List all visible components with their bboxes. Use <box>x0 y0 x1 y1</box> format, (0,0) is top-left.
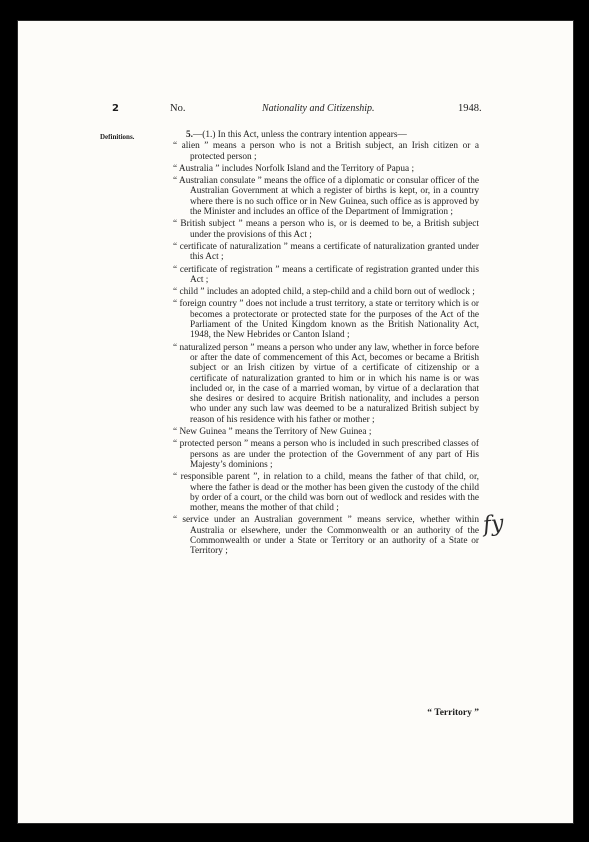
side-note: Definitions. <box>100 133 135 141</box>
running-title: Nationality and Citizenship. <box>262 103 375 114</box>
section-number: 5. <box>186 130 193 140</box>
definition-alien: “ alien ” means a person who is not a British subject, an Irish citizen or a protected person ; <box>173 141 479 162</box>
definition-australia: “ Australia ” includes Norfolk Island and the Territory of Papua ; <box>173 163 415 174</box>
year: 1948. <box>458 103 482 114</box>
definition-protected-person: “ protected person ” means a person who is included in such prescribed classes of persons as are under the protection of the Government of any part of His Majesty’s dominions ; <box>173 439 479 470</box>
definition-service: “ service under an Australian government ” means service, whether within Australia or elsewhere, under the Commonwealth or an authority of the Commonwealth or under a State or Territory or an authority of a State or Territory ; <box>173 515 479 557</box>
section-body <box>173 130 479 559</box>
definition-foreign-country: “ foreign country ” does not include a trust territory, a state or territory which is or becomes a protectorate or protected state for the purposes of the Act of the Parliament of the United Kingdom known as the British Nationality Act, 1948, the New Hebrides or Canton Island ; <box>173 299 479 341</box>
handwritten-mark: fy <box>481 510 505 539</box>
definition-australian-consulate: “ Australian consulate ” means the office of a diplomatic or consular officer of the Australian Government at which a register of births is kept, or, in a country where there is no such office or in New Guinea, such office as is approved by the Minister and includes an office of the Department of Immigration ; <box>173 176 479 218</box>
definition-british-subject: “ British subject ” means a person who is, or is deemed to be, a British subject under the provisions of this Act ; <box>173 219 479 240</box>
definition-certificate-of-naturalization: “ certificate of naturalization ” means a certificate of naturalization granted under this Act ; <box>173 241 479 263</box>
act-number-label: No. <box>170 103 186 114</box>
section-intro-text: —(1.) In this Act, unless the contrary intention appears— <box>192 130 407 140</box>
page-number: 2 <box>112 103 119 114</box>
definition-responsible-parent: “ responsible parent ”, in relation to a child, means the father of that child, or, where the father is dead or the mother has been given the custody of the child by order of a court, or the child was born out of wedlock and resides with the mother, means the mother of that child ; <box>173 472 479 514</box>
definition-certificate-of-registration: “ certificate of registration ” means a certificate of registration granted under this Act ; <box>173 264 479 285</box>
catchword: “ Territory ” <box>427 708 479 718</box>
definition-new-guinea: “ New Guinea ” means the Territory of New Guinea ; <box>173 427 372 438</box>
definition-naturalized-person: “ naturalized person ” means a person who under any law, whether in force before or after the date of commencement of this Act, becomes or became a British subject or an Irish citizen by virtue of a certificate of citizenship or a certificate of naturalization granted to him or in which his name is or was included or, in the case of a married woman, by virtue of a declaration that she desires or desired to acquire British nationality, and includes a person who under any such law was deemed to be a naturalized British subject by reason of his residence with his father or mother ; <box>173 342 479 425</box>
definition-child: “ child ” includes an adopted child, a step-child and a child born out of wedlock ; <box>173 287 475 298</box>
section-intro <box>173 130 479 140</box>
